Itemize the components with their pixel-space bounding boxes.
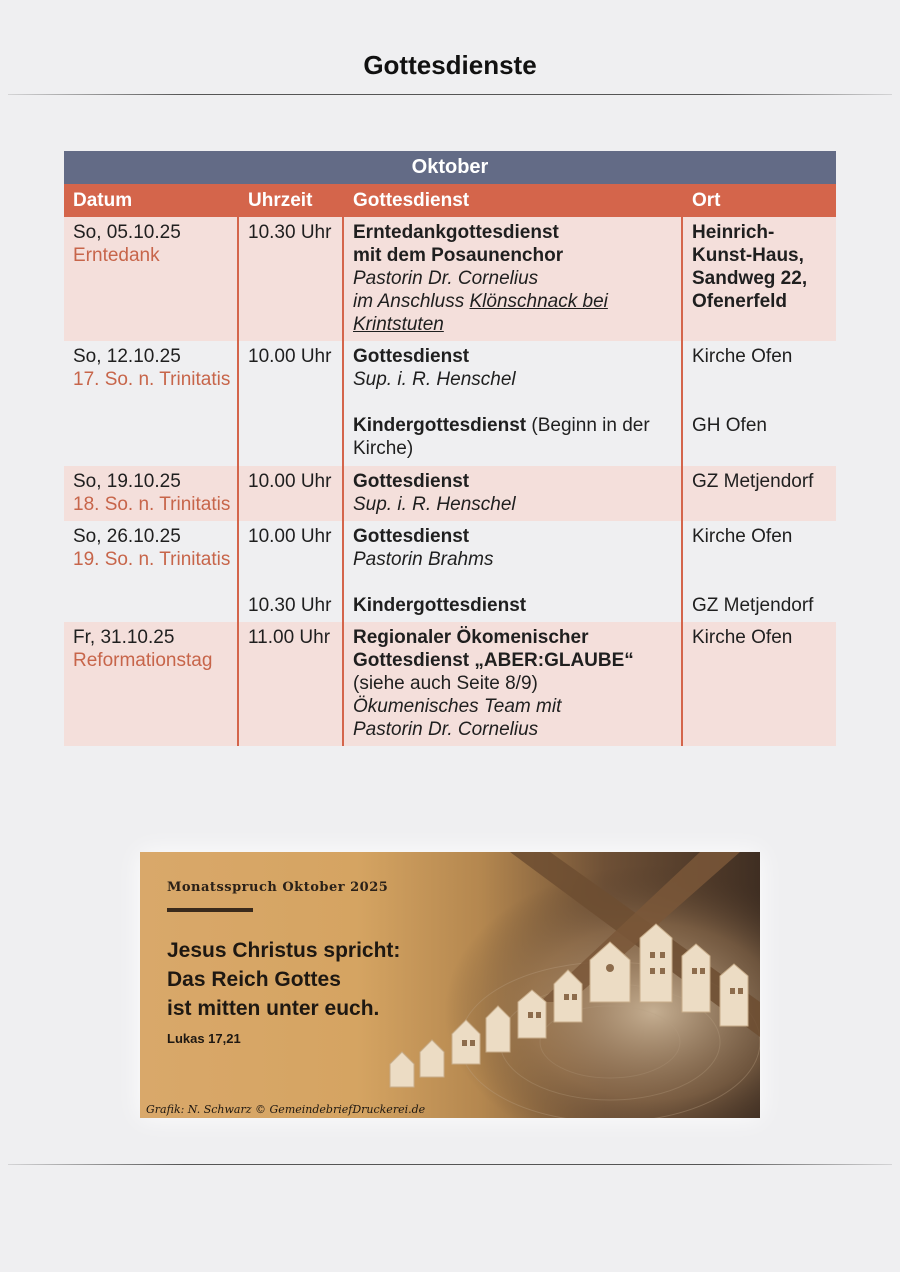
bible-verse bbox=[167, 936, 400, 1023]
service-cell bbox=[344, 521, 683, 622]
service-title: Gottesdienst bbox=[353, 471, 470, 492]
service-date: Fr, 31.10.25 bbox=[73, 627, 175, 648]
date-cell bbox=[64, 466, 239, 521]
table-row bbox=[64, 341, 836, 466]
place-line: Kirche Ofen bbox=[692, 627, 793, 648]
place-line: Kirche Ofen bbox=[692, 526, 793, 547]
date-cell bbox=[64, 622, 239, 746]
time-cell bbox=[239, 466, 344, 521]
date-cell bbox=[64, 341, 239, 466]
service-title: Gottesdienst bbox=[353, 526, 470, 547]
place-cell bbox=[683, 521, 836, 622]
service-time: 10.00 Uhr bbox=[248, 526, 332, 547]
service-time: 10.00 Uhr bbox=[248, 471, 332, 492]
pastor-cont: Pastorin Dr. Cornelius bbox=[353, 719, 539, 740]
column-header-row bbox=[64, 184, 836, 217]
place-line: Kunst-Haus, bbox=[692, 245, 804, 266]
place-line: Ofenerfeld bbox=[692, 291, 788, 312]
pastor: Sup. i. R. Henschel bbox=[353, 369, 516, 390]
feast-day: 19. So. n. Trinitatis bbox=[73, 549, 231, 570]
place-cell bbox=[683, 622, 836, 746]
service-date: So, 26.10.25 bbox=[73, 526, 181, 547]
service-date: So, 12.10.25 bbox=[73, 346, 181, 367]
page-title: Gottesdienste bbox=[363, 50, 537, 80]
service-time: 10.30 Uhr bbox=[248, 222, 332, 243]
table-row bbox=[64, 622, 836, 746]
service-title: Regionaler Ökomenischer bbox=[353, 627, 589, 648]
service-title-cont: mit dem Posaunenchor bbox=[353, 245, 564, 266]
table-row bbox=[64, 217, 836, 341]
service-schedule-table bbox=[64, 151, 836, 746]
extra-service-title: Kindergottesdienst bbox=[353, 415, 527, 436]
service-time: 11.00 Uhr bbox=[248, 627, 331, 648]
feast-day: Reformationstag bbox=[73, 650, 213, 671]
date-cell bbox=[64, 521, 239, 622]
verse-line: Das Reich Gottes bbox=[167, 968, 341, 991]
image-credit: Grafik: N. Schwarz © GemeindebriefDruckerei.de bbox=[146, 1103, 426, 1116]
bottom-divider bbox=[8, 1164, 892, 1165]
place-line: GZ Metjendorf bbox=[692, 471, 814, 492]
time-cell bbox=[239, 217, 344, 341]
place-line: Heinrich- bbox=[692, 222, 775, 243]
place-line: Sandweg 22, bbox=[692, 268, 808, 289]
note-link-krintstuten: Krintstuten bbox=[353, 314, 444, 335]
table-row bbox=[64, 521, 836, 622]
extra-service-time: 10.30 Uhr bbox=[248, 595, 332, 616]
place-cell bbox=[683, 217, 836, 341]
time-cell bbox=[239, 341, 344, 466]
service-date: So, 05.10.25 bbox=[73, 222, 181, 243]
service-title-cont: Gottesdienst „ABER:GLAUBE“ bbox=[353, 650, 634, 671]
feast-day: 17. So. n. Trinitatis bbox=[73, 369, 231, 390]
service-note: (siehe auch Seite 8/9) bbox=[353, 673, 538, 694]
extra-service-title: Kindergottesdienst bbox=[353, 595, 527, 616]
pastor: Pastorin Brahms bbox=[353, 549, 494, 570]
top-divider bbox=[8, 94, 892, 95]
column-header-service: Gottesdienst bbox=[353, 190, 470, 211]
service-cell bbox=[344, 622, 683, 746]
feast-day: 18. So. n. Trinitatis bbox=[73, 494, 231, 515]
column-header-time: Uhrzeit bbox=[248, 190, 313, 211]
column-header-place: Ort bbox=[692, 190, 721, 211]
service-cell bbox=[344, 217, 683, 341]
feast-day: Erntedank bbox=[73, 245, 160, 266]
pastor: Ökumenisches Team mit bbox=[353, 696, 562, 717]
place-line: Kirche Ofen bbox=[692, 346, 793, 367]
extra-service: Kindergottesdienst (Beginn in der bbox=[353, 415, 650, 436]
extra-place: GZ Metjendorf bbox=[692, 595, 814, 616]
service-cell bbox=[344, 341, 683, 466]
date-cell bbox=[64, 217, 239, 341]
pastor: Sup. i. R. Henschel bbox=[353, 494, 516, 515]
service-title: Gottesdienst bbox=[353, 346, 470, 367]
service-date: So, 19.10.25 bbox=[73, 471, 181, 492]
table-row bbox=[64, 466, 836, 521]
verse-line: Jesus Christus spricht: bbox=[167, 939, 401, 962]
monthly-verse-banner bbox=[140, 852, 760, 1118]
time-cell bbox=[239, 521, 344, 622]
service-title: Erntedankgottesdienst bbox=[353, 222, 559, 243]
service-cell bbox=[344, 466, 683, 521]
verse-line: ist mitten unter euch. bbox=[167, 997, 380, 1020]
note-link-klonschnack: Klönschnack bei bbox=[469, 291, 608, 312]
column-header-date: Datum bbox=[73, 190, 133, 211]
pastor: Pastorin Dr. Cornelius bbox=[353, 268, 539, 289]
heading-underline bbox=[167, 908, 253, 912]
service-note: im Anschluss Klönschnack bei bbox=[353, 291, 608, 312]
service-time: 10.00 Uhr bbox=[248, 346, 332, 367]
monthly-verse-heading: Monatsspruch Oktober 2025 bbox=[167, 880, 389, 895]
extra-place: GH Ofen bbox=[692, 415, 767, 436]
verse-reference: Lukas 17,21 bbox=[167, 1031, 241, 1046]
place-cell bbox=[683, 341, 836, 466]
place-cell bbox=[683, 466, 836, 521]
extra-service-note: Kirche) bbox=[353, 438, 414, 459]
time-cell bbox=[239, 622, 344, 746]
month-header: Oktober bbox=[64, 151, 836, 184]
